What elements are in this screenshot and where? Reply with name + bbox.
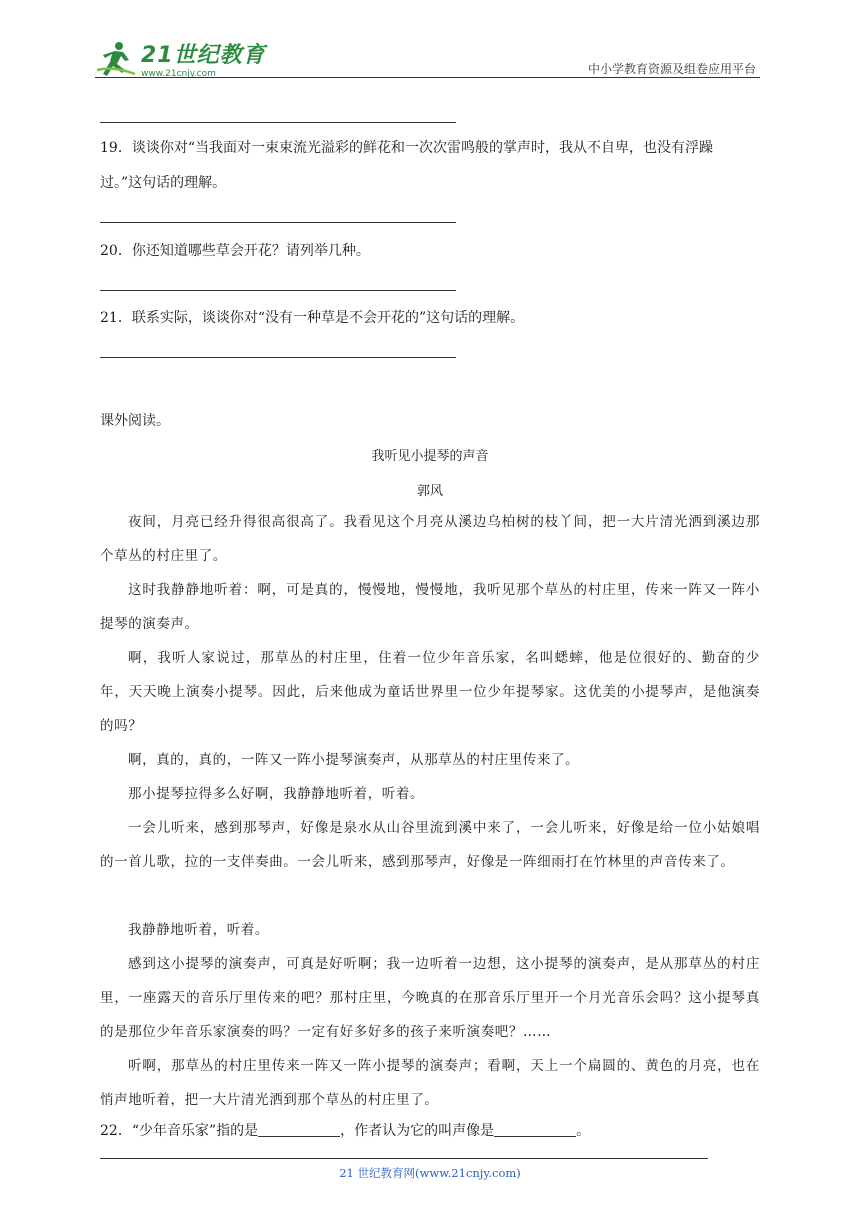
answer-blank-2[interactable] (494, 1122, 576, 1137)
article-paragraph: 听啊，那草丛的村庄里传来一阵又一阵小提琴的演奏声；看啊，天上一个扁圆的、黄色的月亮，也在悄声地听着，把一大片清光洒到那个草丛的村庄里了。 (100, 1058, 760, 1108)
question-22-text-3: 。 (576, 1123, 591, 1139)
site-logo[interactable] (95, 36, 266, 80)
article-author: 郭风 (416, 484, 443, 499)
question-19-line1: 19．谈谈你对“当我面对一束束流光溢彩的鲜花和一次次雷鸣般的掌声时，我从不自卑，也没有浮躁 (100, 140, 713, 156)
question-19-line2: 过。”这句话的理解。 (100, 175, 227, 191)
article-paragraph: 啊，真的，真的，一阵又一阵小提琴演奏声，从那草丛的村庄里传来了。 (128, 752, 580, 768)
question-22 (100, 1114, 760, 1149)
logo-text: 21世纪教育 (141, 43, 266, 68)
platform-name: 中小学教育资源及组卷应用平台 (587, 62, 756, 76)
article-paragraph: 夜间，月亮已经升得很高很高了。我看见这个月亮从溪边乌柏树的枝丫间，把一大片清光洒到溪边那个草丛的村庄里了。 (100, 514, 760, 564)
page-header (95, 30, 760, 80)
article-paragraph: 我静静地听着，听着。 (128, 922, 269, 938)
header-divider (95, 77, 760, 78)
article-title: 我听见小提琴的声音 (371, 449, 489, 464)
question-22-text-1: 22．“少年音乐家”指的是 (100, 1123, 259, 1139)
article-paragraph: 一会儿听来，感到那琴声，好像是泉水从山谷里流到溪中来了，一会儿听来，好像是给一位小姑娘唱的一首儿歌，拉的一支伴奏曲。一会儿听来，感到那琴声，好像是一阵细雨打在竹林里的声音传来了。 (100, 820, 760, 870)
answer-line-20[interactable] (100, 290, 456, 291)
answer-blank-1[interactable] (258, 1122, 340, 1137)
logo-url: www.21cnjy.com (141, 69, 216, 79)
answer-line-19[interactable] (100, 222, 456, 223)
runner-logo-icon (95, 40, 137, 80)
footer-link[interactable]: 21 世纪教育网(www.21cnjy.com) (339, 1166, 521, 1180)
answer-line-21[interactable] (100, 357, 456, 358)
article-paragraph: 啊，我听人家说过，那草丛的村庄里，住着一位少年音乐家，名叫蟋蟀，他是位很好的、勤奋的少年，天天晚上演奏小提琴。因此，后来他成为童话世界里一位少年提琴家。这优美的小提琴声，是他演奏的吗？ (100, 650, 760, 734)
article-paragraph: 这时我静静地听着：啊，可是真的，慢慢地，慢慢地，我听见那个草丛的村庄里，传来一阵又一阵小提琴的演奏声。 (100, 582, 760, 632)
article-paragraph: 感到这小提琴的演奏声，可真是好听啊；我一边听着一边想，这小提琴的演奏声，是从那草丛的村庄里，一座露天的音乐厅里传来的吧？那村庄里，今晚真的在那音乐厅里开一个月光音乐会吗？这小提琴真的是那位少年音乐家演奏的吗？一定有好多好多的孩子来听演奏吧？…… (100, 956, 760, 1040)
question-20: 20．你还知道哪些草会开花？请列举几种。 (100, 243, 370, 259)
article-paragraph: 那小提琴拉得多么好啊，我静静地听着，听着。 (128, 786, 425, 802)
question-22-text-2: ，作者认为它的叫声像是 (340, 1123, 495, 1139)
question-19 (100, 131, 760, 201)
answer-line-18[interactable] (100, 122, 456, 123)
question-21: 21．联系实际，谈谈你对“没有一种草是不会开花的”这句话的理解。 (100, 310, 525, 326)
section-label: 课外阅读。 (100, 413, 170, 429)
footer-divider (100, 1158, 708, 1159)
